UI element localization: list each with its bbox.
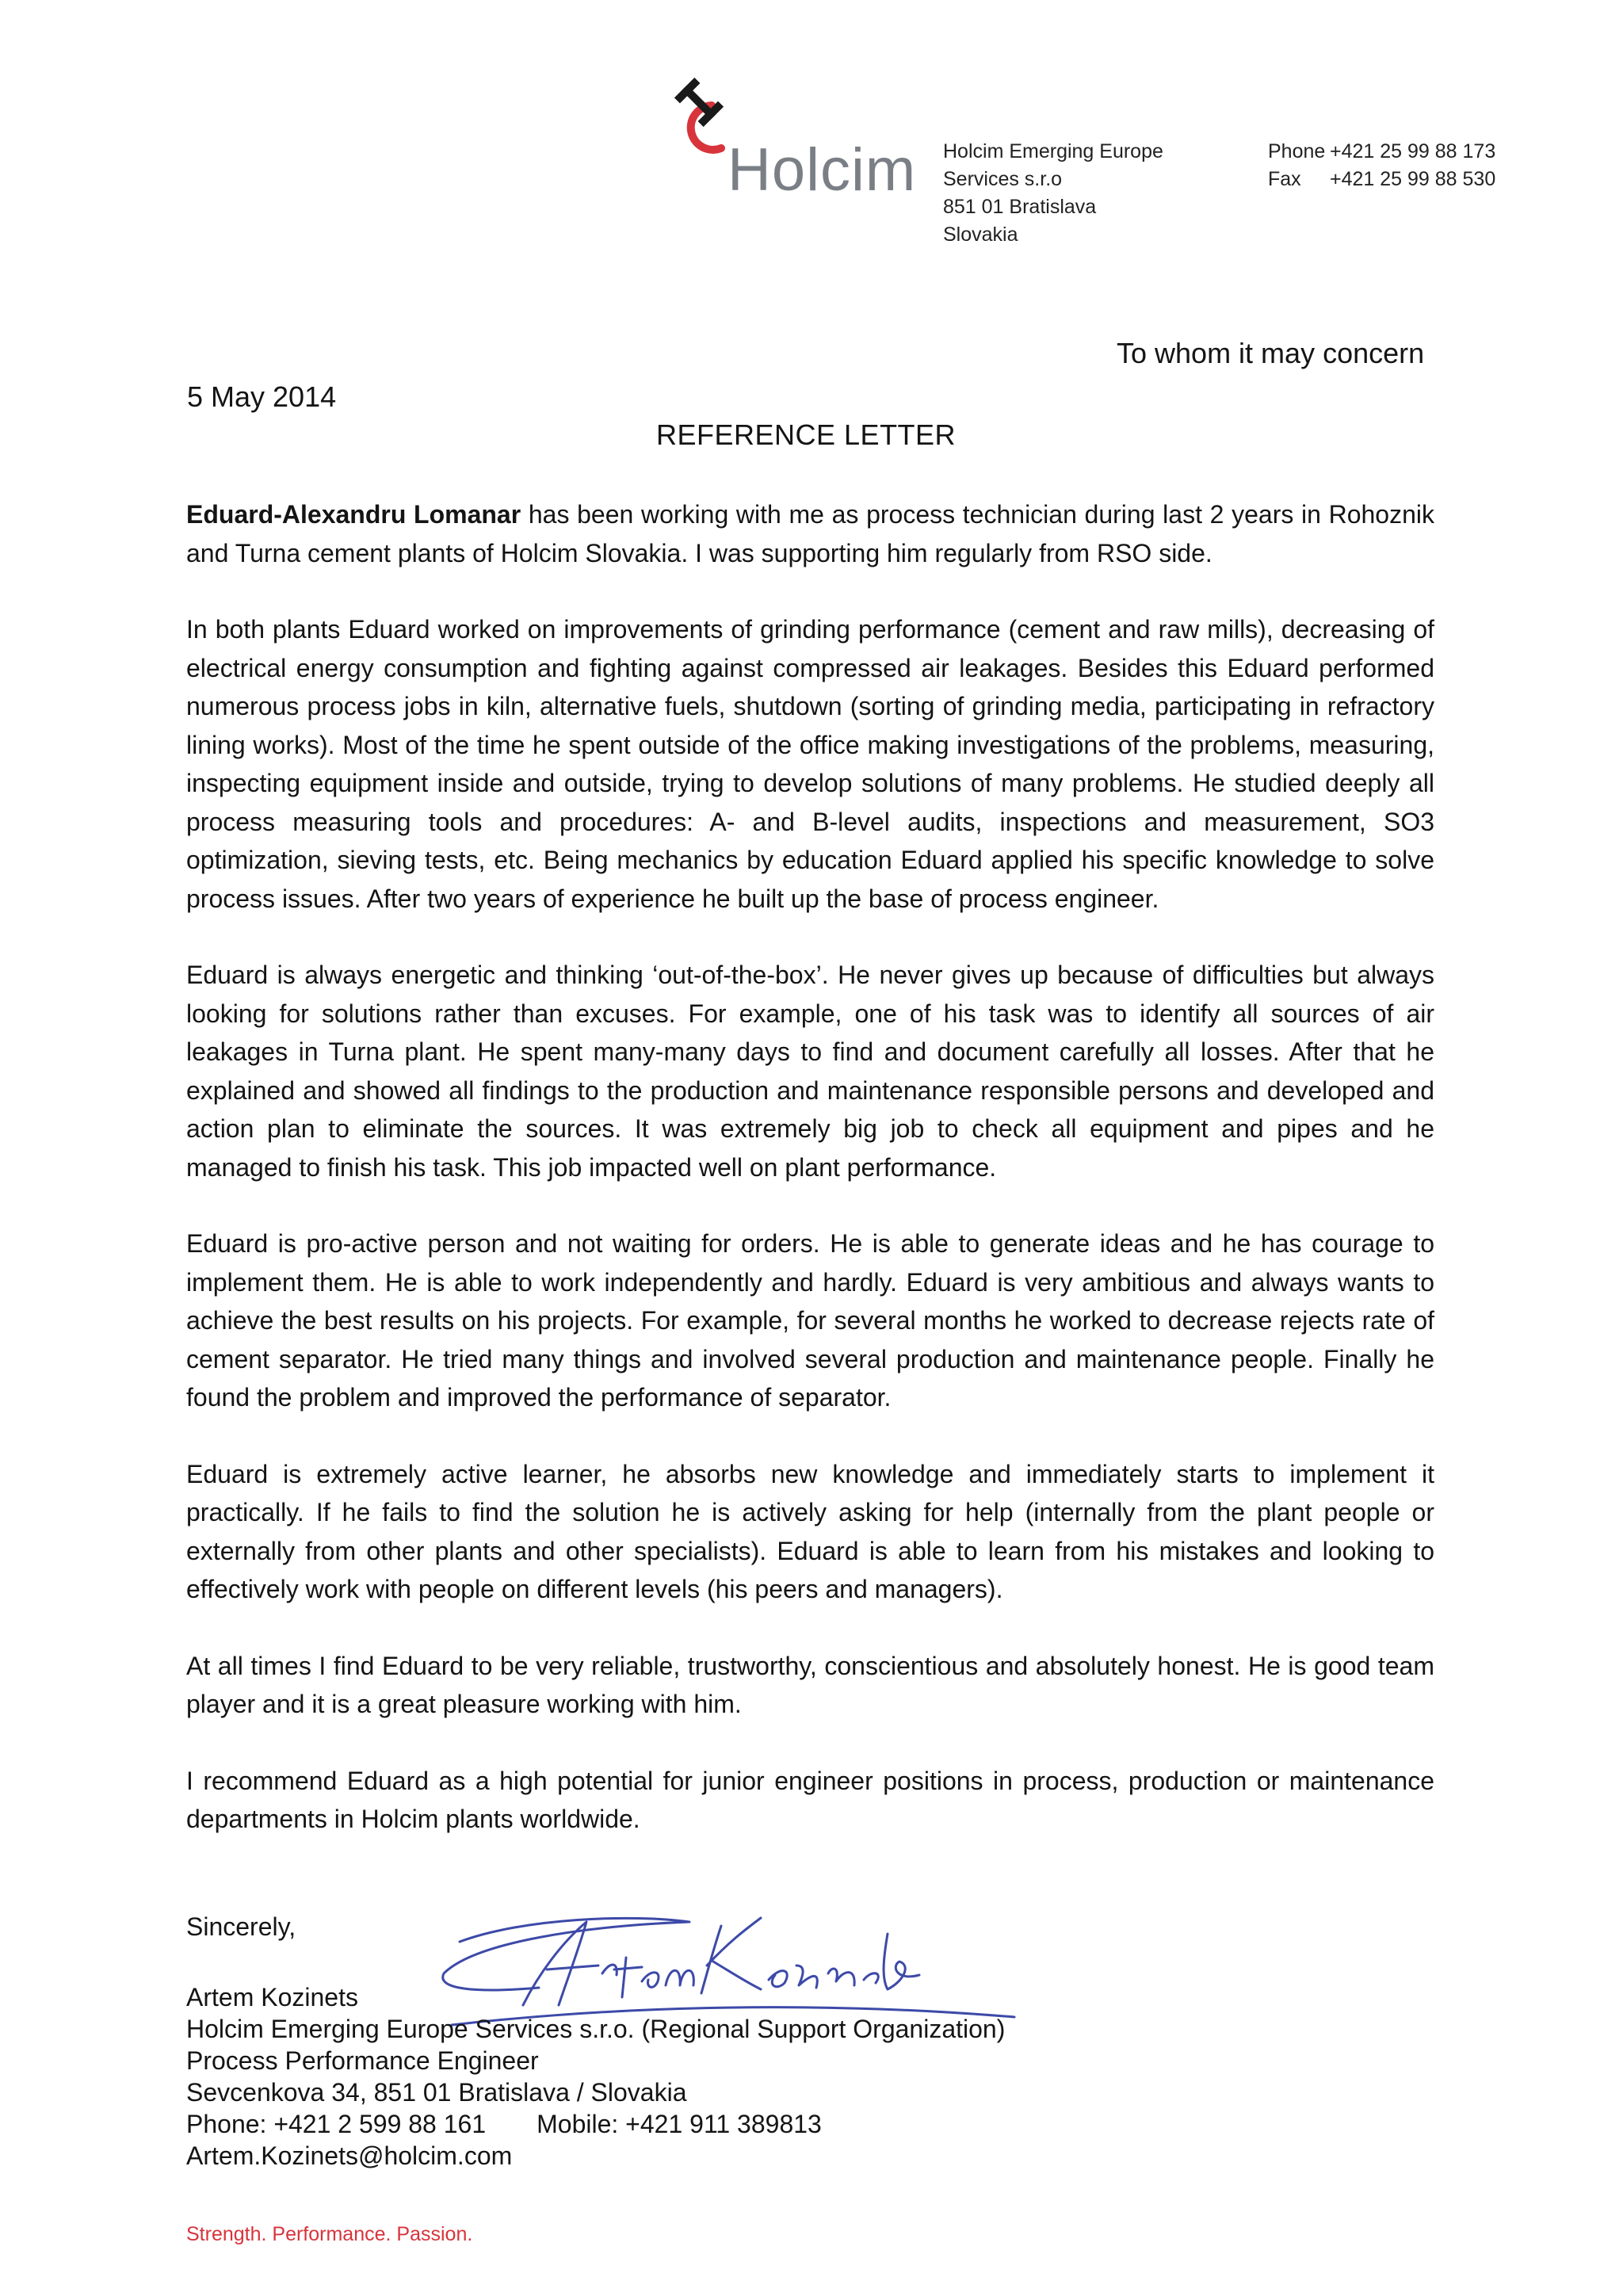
signature-block bbox=[186, 1981, 1005, 2172]
company-contact bbox=[1268, 138, 1495, 193]
signer-mobile: Mobile: +421 911 389813 bbox=[537, 2110, 822, 2138]
signer-phone: Phone: +421 2 599 88 161 bbox=[186, 2110, 487, 2138]
recipient-line: To whom it may concern bbox=[1117, 337, 1425, 369]
paragraph: Eduard is extremely active learner, he absorbs new knowledge and immediately starts to implement it practically. If he fails to find the solution he is actively asking for help (internally from the plant people or externally from other plants and other specialists). Eduard is able to learn from his mistakes and looking to effectively work with people on different levels (his peers and managers). bbox=[186, 1459, 1434, 1603]
paragraph-text: has been working with me as process technician during last 2 years in Rohoznik and Turna cement plants of Holcim Slovakia. I was supporting him regularly from RSO side. bbox=[186, 500, 1435, 567]
phone-number: +421 25 99 88 173 bbox=[1330, 140, 1496, 162]
address-line: 851 01 Bratislava bbox=[943, 196, 1097, 218]
letter-title: REFERENCE LETTER bbox=[656, 418, 957, 451]
paragraph: In both plants Eduard worked on improvements of grinding performance (cement and raw mills), decreasing of electrical energy consumption and fighting against compressed air leakages. Besides this Eduard performed numerous process jobs in kiln, alternative fuels, shutdown (sorting of grinding media, participating in refractory lining works). Most of the time he spent outside of the office making investigations of the problems, measuring, inspecting equipment inside and outside, trying to develop solutions of many problems. He studied deeply all process measuring tools and procedures: A- and B-level audits, inspections and measurement, SO3 optimization, sieving tests, etc. Being mechanics by education Eduard applied his specific knowledge to solve process issues. After two years of experience he built up the base of process engineer. bbox=[186, 615, 1434, 913]
letter-body bbox=[186, 495, 1434, 1877]
paragraph bbox=[186, 495, 1434, 572]
paragraph: Eduard is pro-active person and not waiting for orders. He is able to generate ideas and he has courage to implement them. He is able to work independently and hardly. Eduard is very ambitious and always wants to achieve the best results on his projects. For example, for several months he worked to decrease rejects rate of cement separator. He tried many things and involved several production and maintenance people. Finally he found the problem and improved the performance of separator. bbox=[186, 1229, 1434, 1412]
company-address bbox=[943, 138, 1163, 249]
address-line: Slovakia bbox=[943, 223, 1018, 246]
footer-tagline: Strength. Performance. Passion. bbox=[186, 2223, 473, 2245]
paragraph: At all times I find Eduard to be very reliable, trustworthy, conscientious and absolutely honest. He is good team player and it is a great pleasure working with him. bbox=[186, 1651, 1434, 1718]
candidate-name: Eduard-Alexandru Lomanar bbox=[186, 500, 521, 529]
address-line: Holcim Emerging Europe bbox=[943, 140, 1163, 162]
signer-phones bbox=[186, 2108, 1005, 2140]
paragraph: Eduard is always energetic and thinking ‘out-of-the-box’. He never gives up because of difficulties but always looking for solutions rather than excuses. For example, one of his task was to identify all sources of air leakages in Turna plant. He spent many-many days to find and document carefully all losses. After that he explained and showed all findings to the production and maintenance responsible persons and developed and action plan to eliminate the sources. It was extremely big job to check all equipment and pipes and he managed to finish his task. This job impacted well on plant performance. bbox=[186, 961, 1434, 1182]
fax-label: Fax bbox=[1268, 168, 1301, 190]
signer-organization: Holcim Emerging Europe Services s.r.o. (Regional Support Organization) bbox=[186, 2015, 1006, 2043]
fax-line bbox=[1268, 166, 1495, 193]
phone-label: Phone bbox=[1268, 140, 1326, 162]
salutation: Sincerely, bbox=[186, 1912, 296, 1941]
paragraph: I recommend Eduard as a high potential for junior engineer positions in process, production or maintenance departments in Holcim plants worldwide. bbox=[186, 1766, 1434, 1833]
signer-name: Artem Kozinets bbox=[186, 1983, 358, 2011]
signer-position: Process Performance Engineer bbox=[186, 2046, 539, 2075]
holcim-logo bbox=[664, 75, 934, 202]
address-line: Services s.r.o bbox=[943, 168, 1063, 190]
signer-address: Sevcenkova 34, 851 01 Bratislava / Slovakia bbox=[186, 2078, 687, 2107]
phone-line bbox=[1268, 138, 1495, 166]
fax-number: +421 25 99 88 530 bbox=[1330, 168, 1496, 190]
logo-wordmark: Holcim bbox=[727, 136, 917, 204]
signer-email: Artem.Kozinets@holcim.com bbox=[186, 2141, 513, 2170]
letter-date: 5 May 2014 bbox=[187, 380, 337, 413]
